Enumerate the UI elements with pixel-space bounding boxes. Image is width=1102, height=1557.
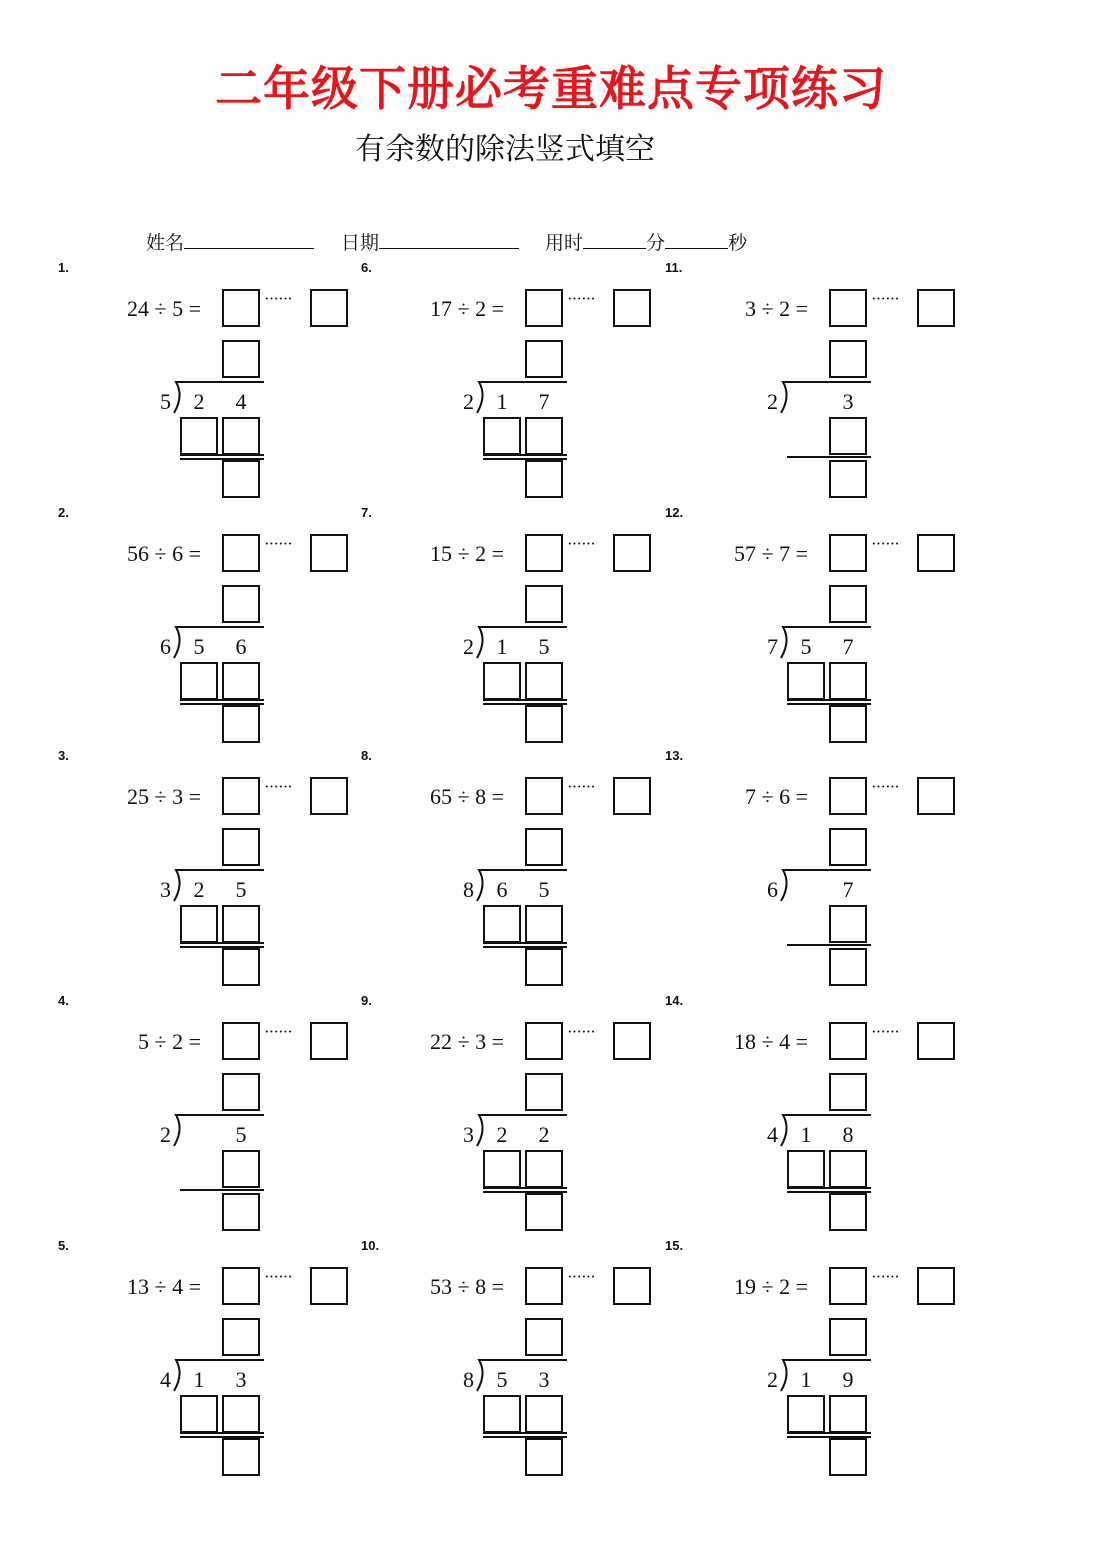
remainder-box[interactable] — [222, 705, 260, 743]
product-tens-box[interactable] — [483, 1150, 521, 1188]
dividend-ones-digit: 8 — [842, 1122, 854, 1147]
problem-number: 11. — [665, 260, 683, 275]
product-ones-box[interactable] — [222, 1395, 260, 1433]
remainder-answer-box[interactable] — [917, 289, 955, 327]
quotient-box[interactable] — [525, 1318, 563, 1356]
dividend-tens-digit: 5 — [496, 1367, 508, 1392]
problem-number: 9. — [361, 993, 372, 1008]
division-bracket — [779, 1111, 879, 1147]
divisor-digit: 2 — [160, 1122, 171, 1147]
dividend-tens-digit: 2 — [496, 1122, 508, 1147]
remainder-box[interactable] — [525, 1193, 563, 1231]
quotient-answer-box[interactable] — [829, 777, 867, 815]
problem-number: 7. — [361, 505, 372, 520]
quotient-answer-box[interactable] — [222, 289, 260, 327]
product-ones-box[interactable] — [829, 1150, 867, 1188]
subtraction-line — [787, 1432, 871, 1434]
remainder-answer-box[interactable] — [917, 1267, 955, 1305]
problem-13 — [665, 748, 965, 988]
remainder-box[interactable] — [525, 948, 563, 986]
product-ones-box[interactable] — [222, 662, 260, 700]
remainder-box[interactable] — [525, 705, 563, 743]
remainder-dots: ······ — [264, 1022, 292, 1041]
remainder-box[interactable] — [829, 948, 867, 986]
product-tens-box[interactable] — [787, 1395, 825, 1433]
divisor-digit: 5 — [160, 389, 171, 414]
product-ones-box[interactable] — [525, 905, 563, 943]
time-field[interactable] — [545, 228, 747, 255]
divisor-digit: 8 — [463, 877, 474, 902]
quotient-box[interactable] — [525, 828, 563, 866]
dividend-ones-digit: 3 — [235, 1367, 247, 1392]
quotient-box[interactable] — [829, 828, 867, 866]
name-field[interactable] — [146, 228, 314, 255]
product-tens-box[interactable] — [180, 417, 218, 455]
equation-text: 13 ÷ 4 = — [127, 1274, 201, 1299]
divisor-digit: 4 — [160, 1367, 171, 1392]
product-ones-box[interactable] — [525, 662, 563, 700]
subtraction-line — [787, 699, 871, 701]
division-bracket — [172, 623, 272, 659]
division-bracket — [779, 1356, 879, 1392]
remainder-answer-box[interactable] — [917, 777, 955, 815]
remainder-box[interactable] — [829, 460, 867, 498]
quotient-box[interactable] — [222, 828, 260, 866]
remainder-dots: ······ — [264, 777, 292, 796]
problem-number: 1. — [58, 260, 69, 275]
remainder-box[interactable] — [525, 460, 563, 498]
division-bracket — [779, 623, 879, 659]
dividend-ones-digit: 3 — [538, 1367, 550, 1392]
quotient-box[interactable] — [222, 340, 260, 378]
divisor-digit: 8 — [463, 1367, 474, 1392]
quotient-answer-box[interactable] — [525, 1022, 563, 1060]
product-tens-box[interactable] — [180, 662, 218, 700]
remainder-dots: ······ — [871, 1022, 899, 1041]
product-ones-box[interactable] — [829, 1395, 867, 1433]
remainder-box[interactable] — [829, 1438, 867, 1476]
equation-text: 7 ÷ 6 = — [745, 784, 808, 809]
remainder-answer-box[interactable] — [310, 289, 348, 327]
remainder-dots: ······ — [264, 1267, 292, 1286]
equation-text: 24 ÷ 5 = — [127, 296, 201, 321]
problem-12 — [665, 505, 965, 745]
subtraction-line — [180, 942, 264, 944]
division-bracket — [779, 378, 879, 414]
remainder-box[interactable] — [222, 1438, 260, 1476]
dividend-tens-digit: 1 — [193, 1367, 205, 1392]
subtraction-line — [787, 1187, 871, 1189]
product-tens-box[interactable] — [787, 662, 825, 700]
remainder-dots: ······ — [567, 777, 595, 796]
dividend-ones-digit: 4 — [235, 389, 247, 414]
product-tens-box[interactable] — [787, 1150, 825, 1188]
problem-number: 3. — [58, 748, 69, 763]
equation-text: 53 ÷ 8 = — [430, 1274, 504, 1299]
subtraction-line — [180, 1432, 264, 1434]
divisor-digit: 7 — [767, 634, 778, 659]
dividend-tens-digit: 1 — [800, 1122, 812, 1147]
worksheet-subtitle: 有余数的除法竖式填空 — [355, 132, 655, 167]
second-label: 秒 — [728, 232, 748, 254]
equation-text: 5 ÷ 2 = — [138, 1029, 201, 1054]
problem-7 — [361, 505, 661, 745]
remainder-answer-box[interactable] — [310, 534, 348, 572]
product-tens-box[interactable] — [483, 905, 521, 943]
remainder-answer-box[interactable] — [310, 1022, 348, 1060]
quotient-box[interactable] — [829, 1073, 867, 1111]
equation-text: 56 ÷ 6 = — [127, 541, 201, 566]
product-tens-box[interactable] — [483, 417, 521, 455]
problem-4 — [58, 993, 358, 1233]
equation-text: 25 ÷ 3 = — [127, 784, 201, 809]
dividend-ones-digit: 7 — [538, 389, 550, 414]
product-ones-box[interactable] — [525, 417, 563, 455]
remainder-answer-box[interactable] — [310, 1267, 348, 1305]
quotient-answer-box[interactable] — [222, 1267, 260, 1305]
quotient-answer-box[interactable] — [222, 777, 260, 815]
quotient-box[interactable] — [525, 1073, 563, 1111]
remainder-dots: ······ — [264, 289, 292, 308]
problem-5 — [58, 1238, 358, 1478]
product-ones-box[interactable] — [829, 417, 867, 455]
equation-text: 65 ÷ 8 = — [430, 784, 504, 809]
problem-number: 8. — [361, 748, 372, 763]
minutes-blank[interactable] — [583, 230, 646, 249]
quotient-box[interactable] — [829, 340, 867, 378]
problem-number: 5. — [58, 1238, 69, 1253]
subtraction-line — [180, 454, 264, 456]
remainder-dots: ······ — [567, 1022, 595, 1041]
subtraction-line — [483, 1432, 567, 1434]
dividend-ones-digit: 5 — [538, 634, 550, 659]
worksheet-title: 二年级下册必考重难点专项练习 — [215, 62, 887, 117]
remainder-dots: ······ — [567, 289, 595, 308]
dividend-tens-digit: 1 — [496, 634, 508, 659]
division-bracket — [172, 1111, 272, 1147]
quotient-answer-box[interactable] — [525, 534, 563, 572]
time-label: 用时 — [545, 232, 584, 254]
product-tens-box[interactable] — [180, 1395, 218, 1433]
remainder-answer-box[interactable] — [917, 1022, 955, 1060]
remainder-dots: ······ — [871, 534, 899, 553]
remainder-answer-box[interactable] — [310, 777, 348, 815]
date-label: 日期 — [341, 232, 380, 254]
product-ones-box[interactable] — [222, 417, 260, 455]
remainder-answer-box[interactable] — [613, 534, 651, 572]
subtraction-line — [787, 456, 871, 458]
quotient-answer-box[interactable] — [525, 289, 563, 327]
dividend-tens-digit: 5 — [193, 634, 205, 659]
remainder-answer-box[interactable] — [917, 534, 955, 572]
dividend-ones-digit: 5 — [235, 1122, 247, 1147]
minute-label: 分 — [646, 232, 666, 254]
product-ones-box[interactable] — [222, 905, 260, 943]
dividend-ones-digit: 9 — [842, 1367, 854, 1392]
quotient-answer-box[interactable] — [829, 534, 867, 572]
problem-3 — [58, 748, 358, 988]
quotient-box[interactable] — [222, 1073, 260, 1111]
divisor-digit: 2 — [767, 1367, 778, 1392]
dividend-tens-digit: 6 — [496, 877, 508, 902]
division-bracket — [172, 378, 272, 414]
division-bracket — [475, 866, 575, 902]
problem-14 — [665, 993, 965, 1233]
remainder-answer-box[interactable] — [613, 1022, 651, 1060]
division-bracket — [475, 1111, 575, 1147]
divisor-digit: 2 — [463, 634, 474, 659]
dividend-tens-digit: 5 — [800, 634, 812, 659]
divisor-digit: 3 — [463, 1122, 474, 1147]
dividend-ones-digit: 7 — [842, 634, 854, 659]
subtraction-line — [180, 1189, 264, 1191]
remainder-box[interactable] — [222, 460, 260, 498]
equation-text: 15 ÷ 2 = — [430, 541, 504, 566]
quotient-answer-box[interactable] — [829, 1267, 867, 1305]
remainder-answer-box[interactable] — [613, 289, 651, 327]
remainder-box[interactable] — [829, 705, 867, 743]
equation-text: 3 ÷ 2 = — [745, 296, 808, 321]
problem-10 — [361, 1238, 661, 1478]
dividend-ones-digit: 5 — [235, 877, 247, 902]
quotient-answer-box[interactable] — [222, 1022, 260, 1060]
equation-text: 57 ÷ 7 = — [734, 541, 808, 566]
quotient-box[interactable] — [525, 585, 563, 623]
remainder-box[interactable] — [525, 1438, 563, 1476]
quotient-box[interactable] — [829, 585, 867, 623]
problem-15 — [665, 1238, 965, 1478]
divisor-digit: 2 — [767, 389, 778, 414]
division-bracket — [172, 1356, 272, 1392]
subtraction-line — [483, 699, 567, 701]
problem-number: 6. — [361, 260, 372, 275]
remainder-box[interactable] — [222, 1193, 260, 1231]
product-ones-box[interactable] — [525, 1395, 563, 1433]
divisor-digit: 6 — [767, 877, 778, 902]
equation-text: 22 ÷ 3 = — [430, 1029, 504, 1054]
dividend-tens-digit: 2 — [193, 877, 205, 902]
quotient-box[interactable] — [525, 340, 563, 378]
problem-number: 14. — [665, 993, 684, 1008]
date-field[interactable] — [341, 228, 519, 255]
division-bracket — [475, 378, 575, 414]
quotient-box[interactable] — [829, 1318, 867, 1356]
equation-text: 18 ÷ 4 = — [734, 1029, 808, 1054]
quotient-answer-box[interactable] — [222, 534, 260, 572]
seconds-blank[interactable] — [665, 230, 728, 249]
problem-8 — [361, 748, 661, 988]
product-tens-box[interactable] — [180, 905, 218, 943]
problem-6 — [361, 260, 661, 500]
product-ones-box[interactable] — [525, 1150, 563, 1188]
name-blank[interactable] — [184, 230, 314, 249]
remainder-dots: ······ — [871, 777, 899, 796]
remainder-dots: ······ — [871, 289, 899, 308]
quotient-answer-box[interactable] — [829, 289, 867, 327]
divisor-digit: 2 — [463, 389, 474, 414]
dividend-ones-digit: 7 — [842, 877, 854, 902]
dividend-ones-digit: 5 — [538, 877, 550, 902]
divisor-digit: 6 — [160, 634, 171, 659]
product-ones-box[interactable] — [829, 905, 867, 943]
product-ones-box[interactable] — [222, 1150, 260, 1188]
remainder-dots: ······ — [567, 534, 595, 553]
subtraction-line — [787, 944, 871, 946]
dividend-ones-digit: 6 — [235, 634, 247, 659]
remainder-dots: ······ — [871, 1267, 899, 1286]
dividend-tens-digit: 1 — [800, 1367, 812, 1392]
remainder-box[interactable] — [829, 1193, 867, 1231]
quotient-answer-box[interactable] — [829, 1022, 867, 1060]
problem-number: 10. — [361, 1238, 380, 1253]
remainder-box[interactable] — [222, 948, 260, 986]
problem-2 — [58, 505, 358, 745]
divisor-digit: 3 — [160, 877, 171, 902]
division-bracket — [172, 866, 272, 902]
equation-text: 17 ÷ 2 = — [430, 296, 504, 321]
problem-11 — [665, 260, 965, 500]
date-blank[interactable] — [379, 230, 519, 249]
division-bracket — [779, 866, 879, 902]
quotient-box[interactable] — [222, 585, 260, 623]
dividend-ones-digit: 2 — [538, 1122, 550, 1147]
dividend-tens-digit: 1 — [496, 389, 508, 414]
problem-number: 13. — [665, 748, 684, 763]
subtraction-line — [483, 1187, 567, 1189]
name-label: 姓名 — [146, 232, 185, 254]
problem-number: 15. — [665, 1238, 684, 1253]
problem-1 — [58, 260, 358, 500]
problem-number: 4. — [58, 993, 69, 1008]
quotient-box[interactable] — [222, 1318, 260, 1356]
product-tens-box[interactable] — [483, 1395, 521, 1433]
remainder-answer-box[interactable] — [613, 1267, 651, 1305]
division-bracket — [475, 623, 575, 659]
remainder-dots: ······ — [567, 1267, 595, 1286]
subtraction-line — [483, 454, 567, 456]
product-ones-box[interactable] — [829, 662, 867, 700]
problem-number: 2. — [58, 505, 69, 520]
dividend-tens-digit: 2 — [193, 389, 205, 414]
division-bracket — [475, 1356, 575, 1392]
quotient-answer-box[interactable] — [525, 1267, 563, 1305]
divisor-digit: 4 — [767, 1122, 778, 1147]
product-tens-box[interactable] — [483, 662, 521, 700]
subtraction-line — [180, 699, 264, 701]
equation-text: 19 ÷ 2 = — [734, 1274, 808, 1299]
quotient-answer-box[interactable] — [525, 777, 563, 815]
problem-number: 12. — [665, 505, 684, 520]
problem-9 — [361, 993, 661, 1233]
dividend-ones-digit: 3 — [842, 389, 854, 414]
remainder-answer-box[interactable] — [613, 777, 651, 815]
subtraction-line — [483, 942, 567, 944]
remainder-dots: ······ — [264, 534, 292, 553]
